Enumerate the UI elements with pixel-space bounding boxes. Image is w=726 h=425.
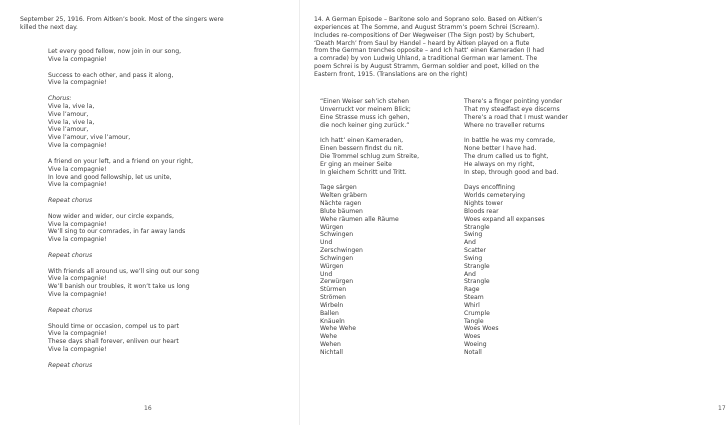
lyric-line: Vive l’amour, xyxy=(48,110,89,118)
lyric-line: Vive la, vive la, xyxy=(48,118,95,126)
german-line: Und xyxy=(320,270,333,278)
german-line: Eine Strasse muss ich gehen, xyxy=(320,113,410,121)
english-line: Worlds cemeterying xyxy=(464,192,526,200)
lyric-line: Vive la compagnie! xyxy=(48,165,107,173)
english-line: Swing xyxy=(464,254,483,262)
chorus xyxy=(48,95,199,150)
german-line: Zerwürgen xyxy=(320,278,354,286)
lyric-line: We’ll sing to our comrades, in far away lands xyxy=(48,228,186,236)
lyric-line: We’ll banish our troubles, it won’t take us long xyxy=(48,283,190,291)
english-line: Strangle xyxy=(464,278,490,286)
german-line: Schwingen xyxy=(320,231,354,239)
german-line: Stürmen xyxy=(320,286,347,294)
english-line: Strangle xyxy=(464,223,490,231)
lyric-line: These days shall forever, enliven our heart xyxy=(48,338,179,346)
stanza xyxy=(48,268,199,299)
left-page xyxy=(0,0,300,425)
english-line: Strangle xyxy=(464,262,490,270)
lyric-line: Should time or occasion, compel us to part xyxy=(48,322,179,330)
german-line: Würgen xyxy=(320,223,344,231)
english-line: Woeing xyxy=(464,341,487,349)
german-line: Die Trommel schlug zum Streite, xyxy=(320,152,420,160)
english-line: Whirl xyxy=(464,301,480,309)
german-line: Welten gräbern xyxy=(320,192,368,200)
english-line: There’s a road that I must wander xyxy=(464,113,568,121)
stanza xyxy=(48,213,199,244)
english-line: In battle he was my comrade, xyxy=(464,137,556,145)
lyric-line: Success to each other, and pass it along, xyxy=(48,71,174,79)
english-line: Nights tower xyxy=(464,199,503,207)
lyric-line: Vive l’amour, xyxy=(48,126,89,134)
intro-line: a comrade) by von Ludwig Uhland, a traditional German war lament. The xyxy=(314,55,538,63)
english-line: Rage xyxy=(464,286,480,294)
english-line: Scatter xyxy=(464,247,486,255)
repeat-chorus: Repeat chorus xyxy=(48,306,93,314)
lyric-line: Vive la compagnie! xyxy=(48,291,107,299)
lyric-line: Vive la compagnie! xyxy=(48,79,107,87)
lyric-line: Now wider and wider, our circle expands, xyxy=(48,212,174,220)
lyric-line: A friend on your left, and a friend on your right, xyxy=(48,157,194,165)
english-line: Crumple xyxy=(464,309,490,317)
english-line: Swing xyxy=(464,231,483,239)
lyric-line: Vive la compagnie! xyxy=(48,346,107,354)
lyric-line: Vive l’amour, vive l’amour, xyxy=(48,134,131,142)
intro-line: Includes re-compositions of Der Wegweiser (The Sign post) by Schubert, xyxy=(314,31,535,39)
english-line: And xyxy=(464,270,476,278)
lyric-line: With friends all around us, we’ll sing out our song xyxy=(48,267,200,275)
english-line: The drum called us to fight, xyxy=(464,152,549,160)
lyric-line: Vive la compagnie! xyxy=(48,181,107,189)
poem-columns xyxy=(314,98,604,357)
left-intro xyxy=(20,16,224,32)
english-line: Where no traveller returns xyxy=(464,121,545,129)
intro-line: Eastern front, 1915. (Translations are on the right) xyxy=(314,70,468,78)
german-line: Er ging an meiner Seite xyxy=(320,160,392,168)
german-line: Schwingen xyxy=(320,254,354,262)
german-line: Einen bessern findst du nit. xyxy=(320,145,404,153)
english-line: Woes xyxy=(464,333,481,341)
english-line: None better I have had. xyxy=(464,145,537,153)
lyric-line: Let every good fellow, now join in our song, xyxy=(48,48,182,55)
repeat-chorus: Repeat chorus xyxy=(48,197,93,205)
english-line: In step, through good and bad. xyxy=(464,168,559,176)
right-intro xyxy=(314,16,544,79)
german-line: In gleichem Schritt und Tritt. xyxy=(320,168,407,176)
english-line: Bloods rear xyxy=(464,207,499,215)
english-column xyxy=(464,98,604,357)
english-line: Woes Woes xyxy=(464,325,499,333)
chorus-label: Chorus: xyxy=(48,95,72,103)
german-line: Würgen xyxy=(320,262,344,270)
english-line: That my steadfast eye discerns xyxy=(464,105,560,113)
intro-line: poem Schrei is by August Stramm, German soldier and poet, killed on the xyxy=(314,63,540,71)
german-line: Wehen xyxy=(320,341,341,349)
lyric-line: In love and good fellowship, let us unite, xyxy=(48,173,172,181)
german-line: Wirbeln xyxy=(320,301,344,309)
lyric-line: Vive la compagnie! xyxy=(48,330,107,338)
intro-line: from the German trenches opposite – and Ich hatt’ einen Kameraden (I had xyxy=(314,47,544,55)
intro-line: experiences at The Somme, and August Stramm’s poem Schrei (Scream). xyxy=(314,23,540,31)
german-column xyxy=(314,98,464,357)
german-line: “Einen Weiser seh’ich stehen xyxy=(320,98,409,105)
german-line: Zerschwingen xyxy=(320,247,363,255)
lyric-line: Vive la compagnie! xyxy=(48,275,107,283)
english-line: He always on my right, xyxy=(464,160,535,168)
english-line: There’s a finger pointing yonder xyxy=(464,98,563,105)
lyric-line: Vive la compagnie! xyxy=(48,220,107,228)
lyric-line: Vive la compagnie! xyxy=(48,142,107,150)
english-line: Woes expand all expanses xyxy=(464,215,545,223)
stanza xyxy=(48,323,199,354)
english-line: Steam xyxy=(464,294,484,302)
german-line: Ballen xyxy=(320,309,339,317)
stanza xyxy=(48,48,199,87)
english-line: And xyxy=(464,239,476,247)
repeat-chorus: Repeat chorus xyxy=(48,361,93,369)
lyric-line: Vive la, vive la, xyxy=(48,102,95,110)
german-line: Strömen xyxy=(320,294,346,302)
german-line: die noch keiner ging zurück.” xyxy=(320,121,410,129)
english-line: Days encoffining xyxy=(464,184,516,192)
stanza xyxy=(48,158,199,189)
german-line: Wehe räumen alle Räume xyxy=(320,215,399,223)
german-line: Ich hatt’ einen Kameraden, xyxy=(320,137,404,145)
intro-line: 14. A German Episode – Baritone solo and Soprano solo. Based on Aitken’s xyxy=(314,16,543,23)
page-number: 16 xyxy=(144,405,152,412)
german-line: Wehe xyxy=(320,333,338,341)
repeat-chorus: Repeat chorus xyxy=(48,251,93,259)
german-line: Unverruckt vor meinem Blick; xyxy=(320,105,411,113)
german-line: Und xyxy=(320,239,333,247)
page-number: 17 xyxy=(718,405,726,412)
spacer xyxy=(48,64,199,72)
german-line: Nächte ragen xyxy=(320,199,362,207)
lyric-line: Vive la compagnie! xyxy=(48,55,107,63)
german-line: Wehe Wehe xyxy=(320,325,356,333)
lyric-line: Vive la compagnie! xyxy=(48,236,107,244)
intro-line: September 25, 1916. From Aitken’s book. Most of the singers were xyxy=(20,16,224,23)
intro-line: ‘Death March’ from Saul by Handel – heard by Aitken played on a flute xyxy=(314,39,530,47)
german-line: Knäueln xyxy=(320,317,345,325)
english-line: Tangle xyxy=(464,317,484,325)
right-page xyxy=(300,0,726,425)
intro-line: killed the next day. xyxy=(20,23,78,31)
german-line: Nichtall xyxy=(320,349,343,356)
german-line: Blute bäumen xyxy=(320,207,363,215)
song-lyrics xyxy=(48,48,199,370)
english-line: Notall xyxy=(464,349,482,356)
german-line: Tage särgen xyxy=(320,184,357,192)
